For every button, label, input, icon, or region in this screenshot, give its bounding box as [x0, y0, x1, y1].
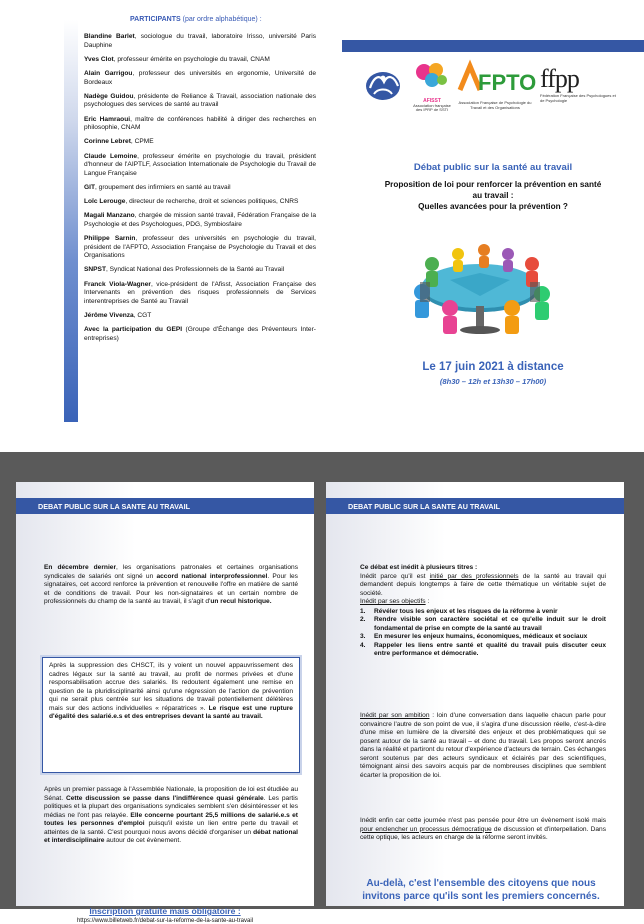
objective-number: 4. [360, 641, 366, 649]
participant-description: , maître de conférences habilité à diriger des recherches en philosophie, CNAM [84, 115, 316, 132]
participant-name: Magali Manzano [84, 212, 135, 220]
participant-name: Jérôme Vivenza [84, 311, 134, 319]
intro-text-1: , les organisations patronales et certaines organisations syndicales de salariés ont signé un [44, 564, 298, 580]
right-panel [326, 482, 624, 906]
cover-page [0, 0, 644, 452]
participant-name: Corinne Lebret [84, 138, 131, 146]
participant-name: Philippe Sarnin [84, 235, 136, 243]
objectives-label: Inédit par ses objectifs [360, 598, 426, 605]
proposal-line-1: Proposition de loi pour renforcer la prévention en santé [384, 180, 602, 189]
ffpp-logo-icon [540, 64, 620, 114]
objective-text: Rendre visible son caractère sociétal et ce qu'elle induit sur le droit fondamental de prise en compte de la santé au travail [374, 616, 606, 632]
afpto-logo-subtext: Association Française de Psychologie du Travail et des Organisations [458, 100, 532, 110]
left-panel [16, 482, 314, 924]
objective-number: 1. [360, 607, 366, 615]
participant-description: , professeur émérite en psychologie du travail, président d'honneur de l'AIPTLF, Association Internationale de Psychologie du Travail de Langue Française [84, 152, 316, 177]
ffpp-logo-text: ffpp [540, 64, 579, 93]
intro-paragraph [44, 564, 298, 607]
objective-number: 2. [360, 616, 366, 623]
senate-paragraph [44, 786, 298, 846]
participant-description: , professeur émérite en psychologie du travail, CNAM [113, 55, 270, 63]
top-banner-bar [342, 40, 644, 52]
participant-name: Franck Viola-Wagner [84, 280, 151, 288]
participant-description: , professeur des universités en psychologie du travail, président de l'AFPTO, Association Française de Psychologie du Travail et des Organisations [84, 235, 316, 260]
inedit-section [360, 564, 606, 659]
decorative-gradient-bar [64, 20, 78, 422]
objective-item [360, 642, 606, 659]
participant-name: Blandine Barlet [84, 33, 135, 40]
highlight-risk: Le risque est une rupture d'égalité des salarié.e.s et des entreprises devant la santé au travail. [49, 704, 293, 720]
participant-item [84, 153, 316, 179]
objectives-colon: : [425, 598, 430, 605]
participant-item [84, 93, 316, 110]
objective-item [360, 616, 606, 633]
intro-recul: un recul historique. [210, 598, 272, 605]
participant-item [84, 56, 316, 65]
participant-item [84, 70, 316, 87]
afisst-logo-subtext: Association française des IPRP de SSTI [413, 102, 451, 113]
objective-text: En mesurer les enjeux humains, économiques, médicaux et sociaux [374, 633, 588, 640]
participant-item [84, 281, 316, 307]
participant-description: , présidente de Reliance & Travail, association nationale des psychologues des services de santé au travail [84, 92, 316, 109]
participant-description: , sociologue du travail, laboratoire Irisso, université Paris Dauphine [84, 33, 316, 49]
enfin-text-2: de discussion et d'interpellation. Dans cette optique, les acteurs en charge de la réforme seront invités. [360, 825, 606, 841]
participant-description: , directeur de recherche, droit et sciences politiques, CNRS [125, 198, 299, 206]
proposal-title [352, 180, 634, 212]
participant-item [84, 266, 316, 275]
inedit-professionnels: initié par des professionnels [429, 572, 519, 580]
participant-description: , Syndicat National des Professionnels de la Santé au Travail [105, 266, 285, 274]
svg-text:FPTO: FPTO [478, 70, 537, 95]
senate-text-1: Après un premier passage à l'Assemblée Nationale, la proposition de loi est étudiée au Sénat. [44, 786, 298, 802]
participant-name: Avec la participation du GEPI [84, 326, 183, 334]
participant-description: , CGT [133, 311, 152, 319]
ambition-label: Inédit par son ambition [360, 712, 430, 719]
participant-item [84, 116, 316, 133]
participant-item [84, 198, 316, 207]
participants-heading [130, 16, 262, 23]
inedit-text-2: de la santé au travail qui demandent depuis longtemps à faire de cette thématique un véritable sujet de société. [360, 572, 606, 597]
partner-logos [352, 58, 642, 114]
participant-name: Loïc Lerouge [84, 198, 126, 206]
ambition-paragraph [360, 712, 606, 780]
inscription-label: Inscription gratuite mais obligatoire : [89, 906, 241, 916]
participant-description: , CPME [130, 138, 154, 146]
participants-subtitle: (par ordre alphabétique) : [182, 16, 262, 23]
senate-text-4: autour de cet évènement. [104, 837, 182, 844]
inedit-intro: Ce débat est inédit à plusieurs titres : [360, 564, 478, 571]
participant-description: , vice-président de l'Afisst, Association Française des Intervenants en prévention des risques professionnels de Services interentreprises de Santé au Travail [84, 280, 316, 305]
participant-item [84, 138, 316, 147]
cover-title: Débat public sur la santé au travail [413, 162, 573, 173]
participant-item [84, 184, 316, 193]
enfin-text-1: Inédit enfin car cette journée n'est pas pensée pour être un évènement isolé mais [360, 817, 606, 824]
afpto-logo-icon [456, 60, 537, 110]
participant-name: SNPST [84, 266, 106, 274]
inner-pages [0, 452, 644, 924]
event-date: Le 17 juin 2021 à distance [422, 361, 564, 373]
meeting-table-illustration [380, 228, 580, 342]
intro-accord: accord national interprofessionnel [156, 572, 268, 580]
proposal-line-2: au travail : [472, 190, 514, 200]
participants-title: PARTICIPANTS [130, 16, 181, 23]
left-panel-header: DEBAT PUBLIC SUR LA SANTE AU TRAVAIL [16, 498, 314, 514]
highlight-box [42, 657, 300, 773]
afisst-logo-icon [410, 60, 454, 112]
participant-description: , chargée de mission santé travail, Fédération Française de la Psychologie et des Psychologues, PDG, Symbiosfaire [84, 212, 316, 228]
participant-name: Nadège Guidou [84, 92, 134, 100]
objectives-list [360, 608, 606, 659]
participant-name: Claude Lemoine [84, 152, 138, 160]
participant-name: GIT [84, 183, 95, 191]
participant-item [84, 312, 316, 321]
ffpp-logo-subtext: Fédération Française des Psychologues et de Psychologie [540, 93, 616, 103]
enfin-paragraph [360, 817, 606, 843]
participant-description: , professeur des universités en ergonomie, Université de Bordeaux [84, 69, 317, 86]
inedit-text-1: Inédit parce qu'il est [360, 572, 430, 580]
senate-millions: Elle concerne pourtant 25,5 millions de salarié.e.s et toutes les personnes d'emploi [44, 811, 298, 827]
highlight-text: Après la suppression des CHSCT, ils y voient un nouvel appauvrissement des cadres légaux sur la santé au travail, au profit de normes privées et d'une responsabilisation accrue des salariés. Ils redoutent également une remise en question de la pluridisciplinarité ainsi qu'une régression de l'action de prévention qui ne serait plus centrée sur les situations de travail potentiellement délétères mais sur des actions individuelles « réparatrices ». [49, 662, 293, 712]
participant-description: (Groupe d'Échange des Préventeurs Inter-entreprises) [84, 326, 316, 342]
inscription-link[interactable]: https://www.billetweb.fr/debat-sur-la-reforme-de-la-sante-au-travail [76, 918, 254, 924]
event-hours: (8h30 – 12h et 13h30 – 17h00) [439, 377, 547, 386]
enfin-processus: pour enclencher un processus démocratique [360, 825, 492, 833]
senate-text-3: puisqu'il existe un lien entre perte du travail et atteintes de la santé. C'est pourquoi nous avons décidé d'organiser un [44, 820, 298, 836]
proposal-line-3: Quelles avancées pour la prévention ? [418, 201, 568, 211]
participant-name: Eric Hamraoui [84, 115, 131, 123]
objective-text: Rappeler les liens entre santé et qualité du travail puis discuter ceux entre performance et démocratie. [374, 641, 606, 657]
right-panel-header: DEBAT PUBLIC SUR LA SANTE AU TRAVAIL [326, 498, 624, 514]
participant-item [84, 235, 316, 261]
participant-description: , groupement des infirmiers en santé au travail [95, 183, 231, 191]
participant-name: Yves Clot [84, 55, 114, 63]
closing-statement: Au-delà, c'est l'ensemble des citoyens que nous invitons parce qu'ils sont les premiers concernés. [362, 878, 600, 902]
intro-text-2: . Pour les signataires, cet accord renforce la prévention et renouvelle l'offre en matière de santé et de conditions de travail. Pour les non-signataires et un certain nombre de professionnels du champ de la santé au travail, il s'agit d' [44, 572, 298, 605]
ambition-text: : loin d'une conversation dans laquelle chacun parle pour convaincre l'autre de son point de vue, il s'agira d'une discussion réelle, c'est-à-dire d'une mise en lumière de la diversité des enjeux et des problématiques qui se posent autour de la santé au travail – et donc du travail. Les propos seront ancrés dans la réalité et partiront du retour d'expérience d'acteurs de terrain. Ces échanges seront soutenus par des acteurs syndicaux et éclairés par des scientifiques, témoignant ainsi des savoirs acquis par de nombreuses disciplines que semblent écarter la proposition de loi. [360, 712, 606, 779]
objective-item [360, 633, 606, 642]
senate-debat: débat national et interdisciplinaire [44, 828, 298, 844]
intro-date: En décembre dernier [44, 564, 117, 571]
objective-item [360, 608, 606, 617]
participant-item [84, 33, 316, 50]
participant-item [84, 326, 316, 343]
hands-logo-icon [362, 66, 404, 106]
participants-list [84, 33, 316, 349]
senate-text-2: . Les partis politiques et la plupart des organisations syndicales semblent s'en désintéresser et les médias ne l'ont pas relayée. [44, 794, 298, 819]
senate-indifference: Cette discussion se passe dans l'indifférence quasi générale [65, 794, 264, 802]
participant-item [84, 212, 316, 229]
objective-text: Révéler tous les enjeux et les risques de la réforme à venir [374, 607, 558, 615]
afisst-logo-text: AFISST [423, 98, 441, 104]
participant-name: Alain Garrigou [84, 69, 133, 77]
objective-number: 3. [360, 633, 366, 640]
